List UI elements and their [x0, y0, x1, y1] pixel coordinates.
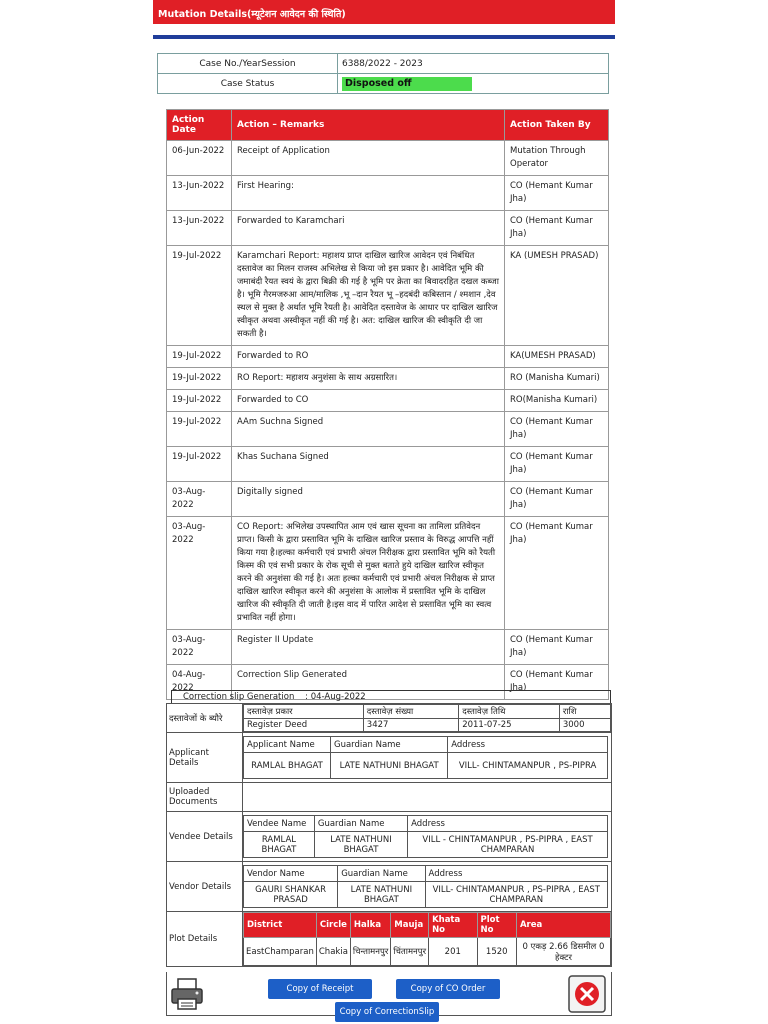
- plot-table: [243, 912, 611, 966]
- case-no-label: Case No./YearSession: [158, 54, 338, 74]
- action-date: 19-Jul-2022: [167, 390, 232, 412]
- vendor-header: Vendor Name: [244, 866, 338, 882]
- doc-header: राशि: [559, 705, 610, 719]
- vendor-guardian: LATE NATHUNI BHAGAT: [338, 882, 425, 908]
- vendor-address: VILL- CHINTAMANPUR , PS-PIPRA , EAST CHAMPARAN: [425, 882, 607, 908]
- vendee-guardian: LATE NATHUNI BHAGAT: [314, 832, 407, 858]
- action-date: 19-Jul-2022: [167, 346, 232, 368]
- applicant-name: RAMLAL BHAGAT: [244, 753, 331, 779]
- action-date: 04-Aug-2022: [167, 665, 232, 700]
- action-remark: Digitally signed: [232, 482, 505, 517]
- action-by: CO (Hemant Kumar Jha): [505, 665, 609, 700]
- plot-label: Plot Details: [167, 912, 243, 967]
- action-by: Mutation Through Operator: [505, 141, 609, 176]
- header-divider: [153, 35, 615, 39]
- vendor-header: Guardian Name: [338, 866, 425, 882]
- vendee-table: [243, 815, 608, 858]
- vendor-header: Address: [425, 866, 607, 882]
- plot-header: District: [244, 913, 317, 938]
- col-action-date: Action Date: [167, 110, 232, 141]
- plot-header: Circle: [316, 913, 350, 938]
- vendee-header: Vendee Name: [244, 816, 315, 832]
- action-row: [167, 630, 609, 665]
- action-date: 19-Jul-2022: [167, 368, 232, 390]
- action-by: CO (Hemant Kumar Jha): [505, 447, 609, 482]
- close-button[interactable]: [566, 973, 608, 1015]
- plot-district: EastChamparan: [244, 938, 317, 966]
- uploaded-docs-cell: [243, 783, 612, 812]
- action-remark: Forwarded to CO: [232, 390, 505, 412]
- correction-slip-date: : 04-Aug-2022: [305, 692, 366, 702]
- documents-table: [243, 704, 611, 732]
- action-date: 13-Jun-2022: [167, 176, 232, 211]
- vendor-name: GAURI SHANKAR PRASAD: [244, 882, 338, 908]
- plot-halka: चिन्तामनपुर: [350, 938, 390, 966]
- action-date: 19-Jul-2022: [167, 447, 232, 482]
- action-row: [167, 346, 609, 368]
- action-remark: Khas Suchana Signed: [232, 447, 505, 482]
- action-row: [167, 141, 609, 176]
- case-no-value: 6388/2022 - 2023: [338, 54, 609, 74]
- doc-header: दस्तावेज़ संख्या: [363, 705, 458, 719]
- doc-value: Register Deed: [244, 719, 364, 732]
- action-remark: Receipt of Application: [232, 141, 505, 176]
- action-by: CO (Hemant Kumar Jha): [505, 211, 609, 246]
- action-date: 19-Jul-2022: [167, 246, 232, 346]
- applicant-label: Applicant Details: [167, 733, 243, 783]
- vendor-table: [243, 865, 608, 908]
- applicant-header: Guardian Name: [331, 737, 448, 753]
- case-status-label: Case Status: [158, 74, 338, 94]
- action-remark: Forwarded to Karamchari: [232, 211, 505, 246]
- printer-icon: [166, 973, 208, 1015]
- action-date: 06-Jun-2022: [167, 141, 232, 176]
- plot-header: Khata No: [429, 913, 477, 938]
- action-by: CO (Hemant Kumar Jha): [505, 176, 609, 211]
- action-date: 03-Aug-2022: [167, 517, 232, 630]
- documents-label: दस्तावेजों के ब्यौरे: [167, 704, 243, 733]
- action-date: 03-Aug-2022: [167, 482, 232, 517]
- plot-area: 0 एकड़ 2.66 डिसमील 0 हेक्टर: [516, 938, 610, 966]
- correction-slip-generation: [171, 690, 611, 703]
- status-badge: Disposed off: [342, 77, 472, 91]
- copy-of-correction-slip-button[interactable]: Copy of CorrectionSlip: [335, 1002, 439, 1022]
- action-by: CO (Hemant Kumar Jha): [505, 412, 609, 447]
- doc-value: 3427: [363, 719, 458, 732]
- vendee-label: Vendee Details: [167, 812, 243, 862]
- col-action-by: Action Taken By: [505, 110, 609, 141]
- action-by: RO(Manisha Kumari): [505, 390, 609, 412]
- correction-slip-label: Correction slip Generation: [183, 692, 295, 702]
- action-date: 03-Aug-2022: [167, 630, 232, 665]
- action-by: KA(UMESH PRASAD): [505, 346, 609, 368]
- applicant-guardian: LATE NATHUNI BHAGAT: [331, 753, 448, 779]
- action-row: [167, 390, 609, 412]
- plot-mauja: चिंतामनपुर: [391, 938, 429, 966]
- plot-header: Plot No: [477, 913, 516, 938]
- action-row: [167, 176, 609, 211]
- action-remark: First Hearing:: [232, 176, 505, 211]
- action-row: [167, 368, 609, 390]
- action-remark: Register II Update: [232, 630, 505, 665]
- action-date: 13-Jun-2022: [167, 211, 232, 246]
- case-status-cell: [338, 74, 609, 94]
- doc-header: दस्तावेज़ प्रकार: [244, 705, 364, 719]
- action-row: [167, 412, 609, 447]
- doc-value: 2011-07-25: [459, 719, 560, 732]
- vendee-address: VILL - CHINTAMANPUR , PS-PIPRA , EAST CHAMPARAN: [408, 832, 608, 858]
- action-remark: Forwarded to RO: [232, 346, 505, 368]
- action-row: [167, 482, 609, 517]
- action-row: [167, 246, 609, 346]
- mutation-details-table: [166, 703, 612, 967]
- uploaded-docs-label: Uploaded Documents: [167, 783, 243, 812]
- vendee-name: RAMLAL BHAGAT: [244, 832, 315, 858]
- copy-of-receipt-button[interactable]: Copy of Receipt: [268, 979, 372, 999]
- vendee-header: Guardian Name: [314, 816, 407, 832]
- action-remark: RO Report: महाशय अनुशंसा के साथ अग्रसारित।: [232, 368, 505, 390]
- applicant-address: VILL- CHINTAMANPUR , PS-PIPRA: [448, 753, 608, 779]
- action-by: CO (Hemant Kumar Jha): [505, 517, 609, 630]
- action-by: KA (UMESH PRASAD): [505, 246, 609, 346]
- case-info-table: [157, 53, 609, 94]
- plot-circle: Chakia: [316, 938, 350, 966]
- action-by: RO (Manisha Kumari): [505, 368, 609, 390]
- plot-khata-no: 201: [429, 938, 477, 966]
- vendor-label: Vendor Details: [167, 862, 243, 912]
- plot-header: Halka: [350, 913, 390, 938]
- col-action-remarks: Action – Remarks: [232, 110, 505, 141]
- page-header: Mutation Details(म्यूटेशन आवेदन की स्थिति): [153, 0, 615, 24]
- action-row: [167, 517, 609, 630]
- action-date: 19-Jul-2022: [167, 412, 232, 447]
- plot-plot-no: 1520: [477, 938, 516, 966]
- applicant-header: Address: [448, 737, 608, 753]
- close-icon: [566, 973, 608, 1015]
- applicant-header: Applicant Name: [244, 737, 331, 753]
- action-remark: AAm Suchna Signed: [232, 412, 505, 447]
- doc-value: 3000: [559, 719, 610, 732]
- action-row: [167, 447, 609, 482]
- action-remark: Karamchari Report: महाशय प्राप्त दाखिल खारिज आवेदन एवं निबंधित दस्तावेज का मिलन राजस्व अभिलेख से किया जो इस प्रकार है। आवेदित भूमि की जमाबंदी रैयत स्वयं के द्वारा बिक्री की गई है भूमि पर क्रेता का बिवादरहित दखल कब्जा है। भूमि गैरमजरुआ आम/मालिक ,भू –दान रैयत भू –हदबंदी कबिस्तान / श्मशान ,देव स्थल से मुक्त है अर्थात भूमि रैयती है। आवेदित दस्तावेज के आधार पर दाखिल खारिज स्वीकृत अथवा अस्वीकृत नहीं की गई है। अत: दाखिल खारिज की स्वीकृति दी जा सकती है।: [232, 246, 505, 346]
- plot-header: Area: [516, 913, 610, 938]
- action-remark: Correction Slip Generated: [232, 665, 505, 700]
- action-history-table: [166, 109, 609, 700]
- action-remark: CO Report: अभिलेख उपस्थापित आम एवं खास सूचना का तामिला प्रतिवेदन प्राप्त। किसी के द्वारा प्रस्तावित भूमि के दाखिल खारिज प्रस्ताव के विरुद्ध आपत्ति नहीं किया गया है।हल्का कर्मचारी एवं प्रभारी अंचल निरीक्षक द्वारा प्रस्तावित भूमि को रैयती किस्म की एवं सभी प्रकार के रोक सूची से मुक्त बताते हुये दाखिल खारिज स्वीकृत करने की अनुशंसा की गई है। अतः हल्का कर्मचारी एवं प्रभारी अंचल निरीक्षक से प्राप्त दाखिल खारिज स्वीकृत करने की अनुशंसा के आलोक में प्रस्तावित भूमि के दाखिल खारिज की स्वीकृति दी जाती है।इस वाद में पारित आदेश से प्रस्तावित भूमि का स्वत्व प्रभावित नहीं होगा।: [232, 517, 505, 630]
- plot-header: Mauja: [391, 913, 429, 938]
- applicant-table: [243, 736, 608, 779]
- doc-header: दस्तावेज़ तिथि: [459, 705, 560, 719]
- vendee-header: Address: [408, 816, 608, 832]
- print-button[interactable]: [166, 973, 208, 1015]
- action-row: [167, 211, 609, 246]
- action-by: CO (Hemant Kumar Jha): [505, 482, 609, 517]
- action-by: CO (Hemant Kumar Jha): [505, 630, 609, 665]
- copy-of-co-order-button[interactable]: Copy of CO Order: [396, 979, 500, 999]
